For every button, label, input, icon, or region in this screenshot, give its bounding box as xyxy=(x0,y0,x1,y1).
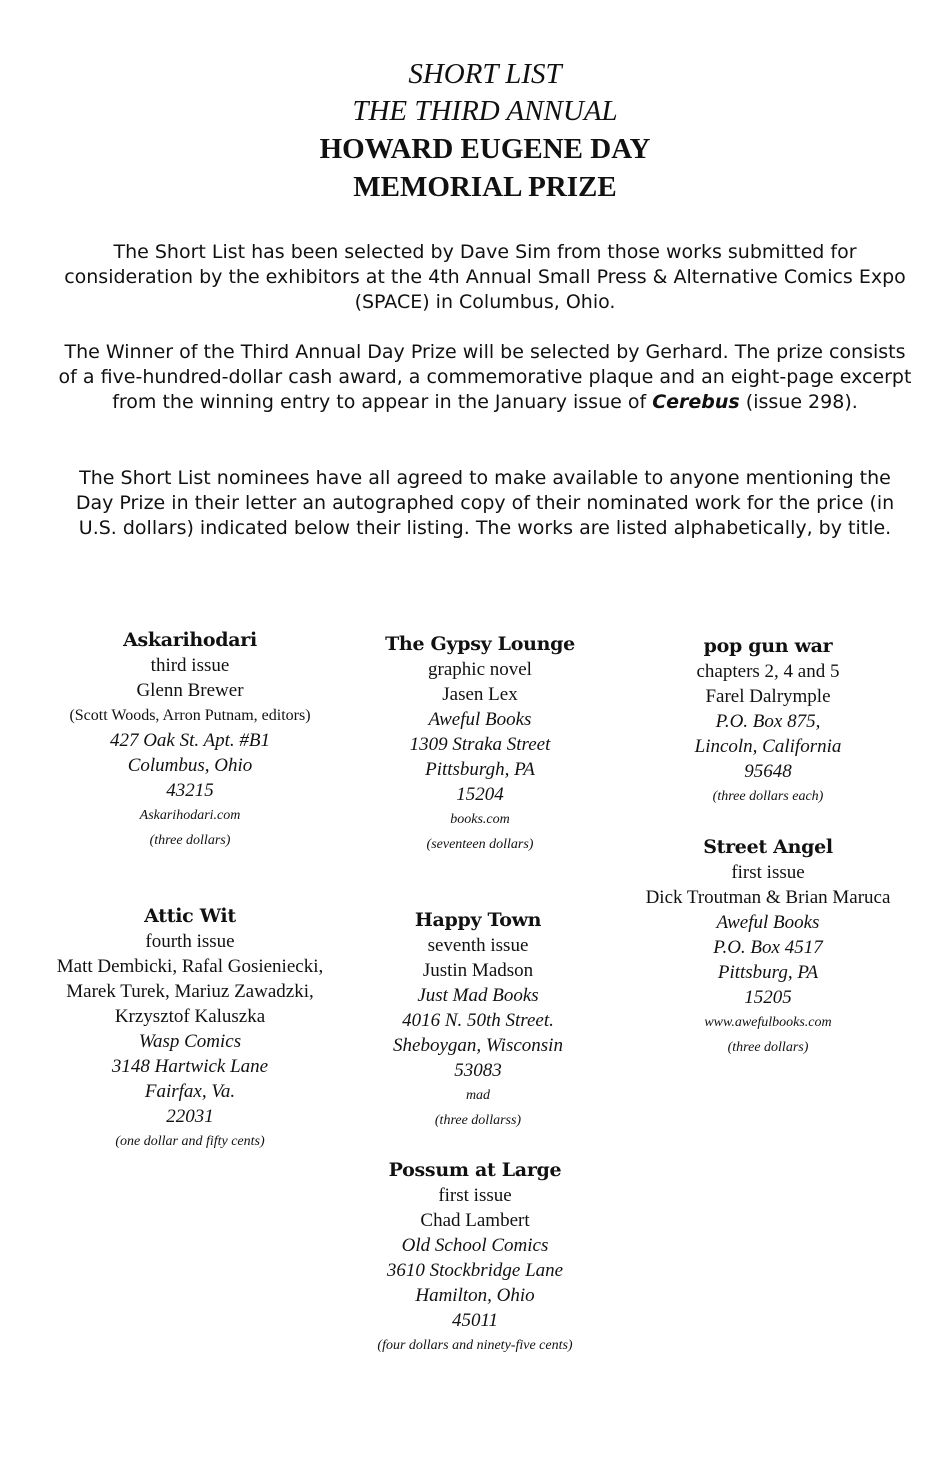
entry-creator: Chad Lambert xyxy=(420,1210,530,1231)
winner-text: The Winner of the Third Annual Day Prize will be selected by Gerhard. The prize consists of a five-hundred-dollar cash award, a commemorative plaque and an eight-page excerpt from the winning entry to appear in the January issue of xyxy=(58,341,912,413)
entry-publisher: Aweful Books xyxy=(716,912,820,933)
entry-price: (three dollarss) xyxy=(434,1113,522,1128)
entry-creators-2: Marek Turek, Mariuz Zawadzki, xyxy=(66,981,314,1002)
entry-city: Fairfax, Va. xyxy=(144,1081,236,1102)
entry-gypsy-lounge xyxy=(330,632,630,857)
entry-web: books.com xyxy=(450,812,510,827)
entry-title: The Gypsy Lounge xyxy=(385,633,575,655)
entry-title: Happy Town xyxy=(414,909,542,931)
title-line-memorial: MEMORIAL PRIZE xyxy=(353,171,617,203)
entry-zip: 15205 xyxy=(744,987,792,1008)
entry-askarihodari xyxy=(40,628,340,853)
entry-issue: seventh issue xyxy=(427,935,529,956)
entry-issue: graphic novel xyxy=(428,659,532,680)
entry-happy-town xyxy=(328,908,628,1133)
entry-zip: 45011 xyxy=(451,1310,499,1331)
entry-issue: chapters 2, 4 and 5 xyxy=(696,661,840,682)
entry-title: Street Angel xyxy=(703,836,833,858)
entry-creator: Jasen Lex xyxy=(442,684,518,705)
entry-zip: 95648 xyxy=(744,761,792,782)
entry-publisher: Just Mad Books xyxy=(417,985,539,1006)
entry-web: www.awefulbooks.com xyxy=(704,1015,832,1030)
entry-city: Lincoln, California xyxy=(694,736,842,757)
entry-address: P.O. Box 875, xyxy=(715,711,821,732)
entry-publisher: Wasp Comics xyxy=(138,1031,242,1052)
winner-paragraph xyxy=(55,340,915,415)
entry-address: 1309 Straka Street xyxy=(409,734,551,755)
entry-city: Columbus, Ohio xyxy=(127,755,253,776)
entry-publisher: Aweful Books xyxy=(428,709,532,730)
title-line-howard: HOWARD EUGENE DAY xyxy=(319,133,651,165)
entry-city: Pittsburg, PA xyxy=(717,962,819,983)
entry-address: 3610 Stockbridge Lane xyxy=(386,1260,564,1281)
page-title xyxy=(0,56,950,204)
entry-pop-gun-war xyxy=(618,634,918,809)
entry-publisher: Old School Comics xyxy=(401,1235,549,1256)
entry-creator: Justin Madson xyxy=(422,960,534,981)
entry-city: Pittsburgh, PA xyxy=(425,759,535,780)
entry-creator: Farel Dalrymple xyxy=(705,686,831,707)
entry-editors: (Scott Woods, Arron Putnam, editors) xyxy=(69,707,311,724)
entry-price: (one dollar and fifty cents) xyxy=(115,1134,265,1149)
entry-zip: 15204 xyxy=(456,784,504,805)
entry-issue: first issue xyxy=(438,1185,512,1206)
entry-street-angel xyxy=(618,835,918,1060)
entry-price: (three dollars) xyxy=(149,833,231,848)
entry-title: Possum at Large xyxy=(388,1159,562,1181)
entry-title: Askarihodari xyxy=(123,629,257,651)
entry-price: (three dollars) xyxy=(727,1040,809,1055)
entry-address: 4016 N. 50th Street. xyxy=(402,1010,554,1031)
nominees-paragraph: The Short List nominees have all agreed to make available to anyone mentioning the Day Prize in their letter an autographed copy of their nominated work for the price (in U.S. dollars) indicated below their listing. The works are listed alphabetically, by title. xyxy=(75,467,895,539)
entry-creator: Glenn Brewer xyxy=(136,680,244,701)
entry-title: pop gun war xyxy=(703,635,833,657)
entry-issue: fourth issue xyxy=(145,931,235,952)
entry-zip: 53083 xyxy=(454,1060,502,1081)
entry-zip: 22031 xyxy=(166,1106,214,1127)
entry-title: Attic Wit xyxy=(144,905,236,927)
entry-address: P.O. Box 4517 xyxy=(713,937,823,958)
entry-price: (three dollars each) xyxy=(712,789,824,804)
cerebus-issue: (issue 298). xyxy=(745,391,858,413)
title-line-short-list: SHORT LIST xyxy=(408,58,562,90)
entry-web: Askarihodari.com xyxy=(139,808,241,823)
entry-price: (seventeen dollars) xyxy=(426,837,534,852)
entry-creator: Dick Troutman & Brian Maruca xyxy=(645,887,891,908)
entry-attic-wit xyxy=(30,904,350,1154)
entry-issue: third issue xyxy=(150,655,230,676)
cerebus-title: Cerebus xyxy=(652,391,740,413)
entry-city: Hamilton, Ohio xyxy=(415,1285,535,1306)
entry-web: mad xyxy=(465,1088,491,1103)
entry-address: 3148 Hartwick Lane xyxy=(111,1056,269,1077)
entry-creators-3: Krzysztof Kaluszka xyxy=(114,1006,266,1027)
title-line-third-annual: THE THIRD ANNUAL xyxy=(352,95,618,127)
entry-creators-1: Matt Dembicki, Rafal Gosieniecki, xyxy=(56,956,324,977)
entry-price: (four dollars and ninety-five cents) xyxy=(377,1338,573,1353)
entry-city: Sheboygan, Wisconsin xyxy=(393,1035,563,1056)
intro-paragraph: The Short List has been selected by Dave Sim from those works submitted for consideration by the exhibitors at the 4th Annual Small Press & Alternative Comics Expo (SPACE) in Columbus, Ohio. xyxy=(64,241,906,313)
entry-zip: 43215 xyxy=(166,780,214,801)
entry-issue: first issue xyxy=(731,862,805,883)
entry-address: 427 Oak St. Apt. #B1 xyxy=(109,730,271,751)
entry-possum-at-large xyxy=(325,1158,625,1358)
